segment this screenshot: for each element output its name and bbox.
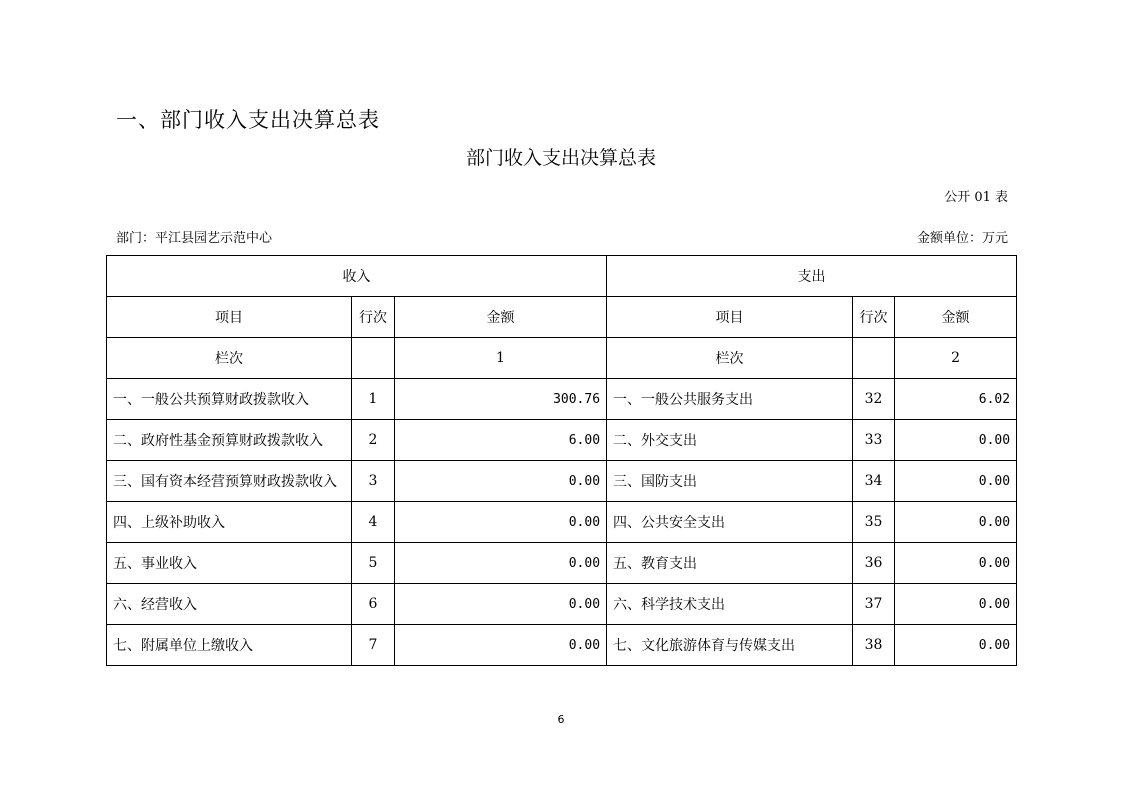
income-item-cell: 七、附属单位上缴收入	[107, 625, 352, 666]
income-line-cell: 5	[352, 543, 395, 584]
section-heading: 一、部门收入支出决算总表	[116, 108, 380, 132]
income-line-cell: 7	[352, 625, 395, 666]
income-line-cell: 6	[352, 584, 395, 625]
department-label: 部门：平江县园艺示范中心	[116, 231, 273, 246]
income-amount-cell: 0.00	[395, 584, 607, 625]
expense-line-blank	[853, 338, 895, 379]
income-amount-cell: 0.00	[395, 502, 607, 543]
income-amount-cell: 0.00	[395, 625, 607, 666]
income-amount-header: 金额	[395, 297, 607, 338]
expense-amount-cell: 0.00	[895, 625, 1017, 666]
table-row	[107, 543, 1017, 584]
expense-amount-header: 金额	[895, 297, 1017, 338]
income-column-number: 1	[395, 338, 607, 379]
income-item-cell: 二、政府性基金预算财政拨款收入	[107, 420, 352, 461]
table-row	[107, 584, 1017, 625]
income-line-blank	[352, 338, 395, 379]
expense-item-cell: 六、科学技术支出	[607, 584, 853, 625]
expense-line-cell: 37	[853, 584, 895, 625]
income-expense-table	[106, 255, 1017, 666]
income-item-cell: 一、一般公共预算财政拨款收入	[107, 379, 352, 420]
income-amount-cell: 0.00	[395, 543, 607, 584]
income-line-cell: 2	[352, 420, 395, 461]
expense-line-cell: 32	[853, 379, 895, 420]
header-row-columns	[107, 297, 1017, 338]
expense-item-cell: 三、国防支出	[607, 461, 853, 502]
expense-item-cell: 一、一般公共服务支出	[607, 379, 853, 420]
page-number: 6	[557, 713, 565, 726]
expense-line-cell: 35	[853, 502, 895, 543]
table-title: 部门收入支出决算总表	[465, 147, 656, 169]
expense-line-cell: 36	[853, 543, 895, 584]
expense-column-number: 2	[895, 338, 1017, 379]
expense-item-header: 项目	[607, 297, 853, 338]
expense-line-cell: 34	[853, 461, 895, 502]
table-row	[107, 625, 1017, 666]
header-row-group	[107, 256, 1017, 297]
income-item-cell: 三、国有资本经营预算财政拨款收入	[107, 461, 352, 502]
expense-amount-cell: 0.00	[895, 420, 1017, 461]
expense-line-cell: 38	[853, 625, 895, 666]
expense-amount-cell: 0.00	[895, 461, 1017, 502]
income-item-header: 项目	[107, 297, 352, 338]
income-column-label: 栏次	[107, 338, 352, 379]
income-item-cell: 五、事业收入	[107, 543, 352, 584]
expense-line-header: 行次	[853, 297, 895, 338]
expense-item-cell: 二、外交支出	[607, 420, 853, 461]
expense-column-label: 栏次	[607, 338, 853, 379]
table-row	[107, 461, 1017, 502]
income-amount-cell: 300.76	[395, 379, 607, 420]
form-code: 公开 01 表	[944, 190, 1008, 205]
table-row	[107, 420, 1017, 461]
expense-item-cell: 四、公共安全支出	[607, 502, 853, 543]
unit-label: 金额单位：万元	[916, 231, 1008, 246]
expense-amount-cell: 0.00	[895, 502, 1017, 543]
expense-amount-cell: 0.00	[895, 584, 1017, 625]
expense-group-header: 支出	[607, 256, 1017, 297]
income-item-cell: 四、上级补助收入	[107, 502, 352, 543]
income-line-cell: 4	[352, 502, 395, 543]
table-row	[107, 379, 1017, 420]
income-group-header: 收入	[107, 256, 607, 297]
income-item-cell: 六、经营收入	[107, 584, 352, 625]
column-number-row	[107, 338, 1017, 379]
income-amount-cell: 6.00	[395, 420, 607, 461]
income-line-cell: 1	[352, 379, 395, 420]
expense-amount-cell: 0.00	[895, 543, 1017, 584]
income-line-cell: 3	[352, 461, 395, 502]
expense-item-cell: 五、教育支出	[607, 543, 853, 584]
income-line-header: 行次	[352, 297, 395, 338]
expense-line-cell: 33	[853, 420, 895, 461]
expense-amount-cell: 6.02	[895, 379, 1017, 420]
income-amount-cell: 0.00	[395, 461, 607, 502]
expense-item-cell: 七、文化旅游体育与传媒支出	[607, 625, 853, 666]
table-row	[107, 502, 1017, 543]
